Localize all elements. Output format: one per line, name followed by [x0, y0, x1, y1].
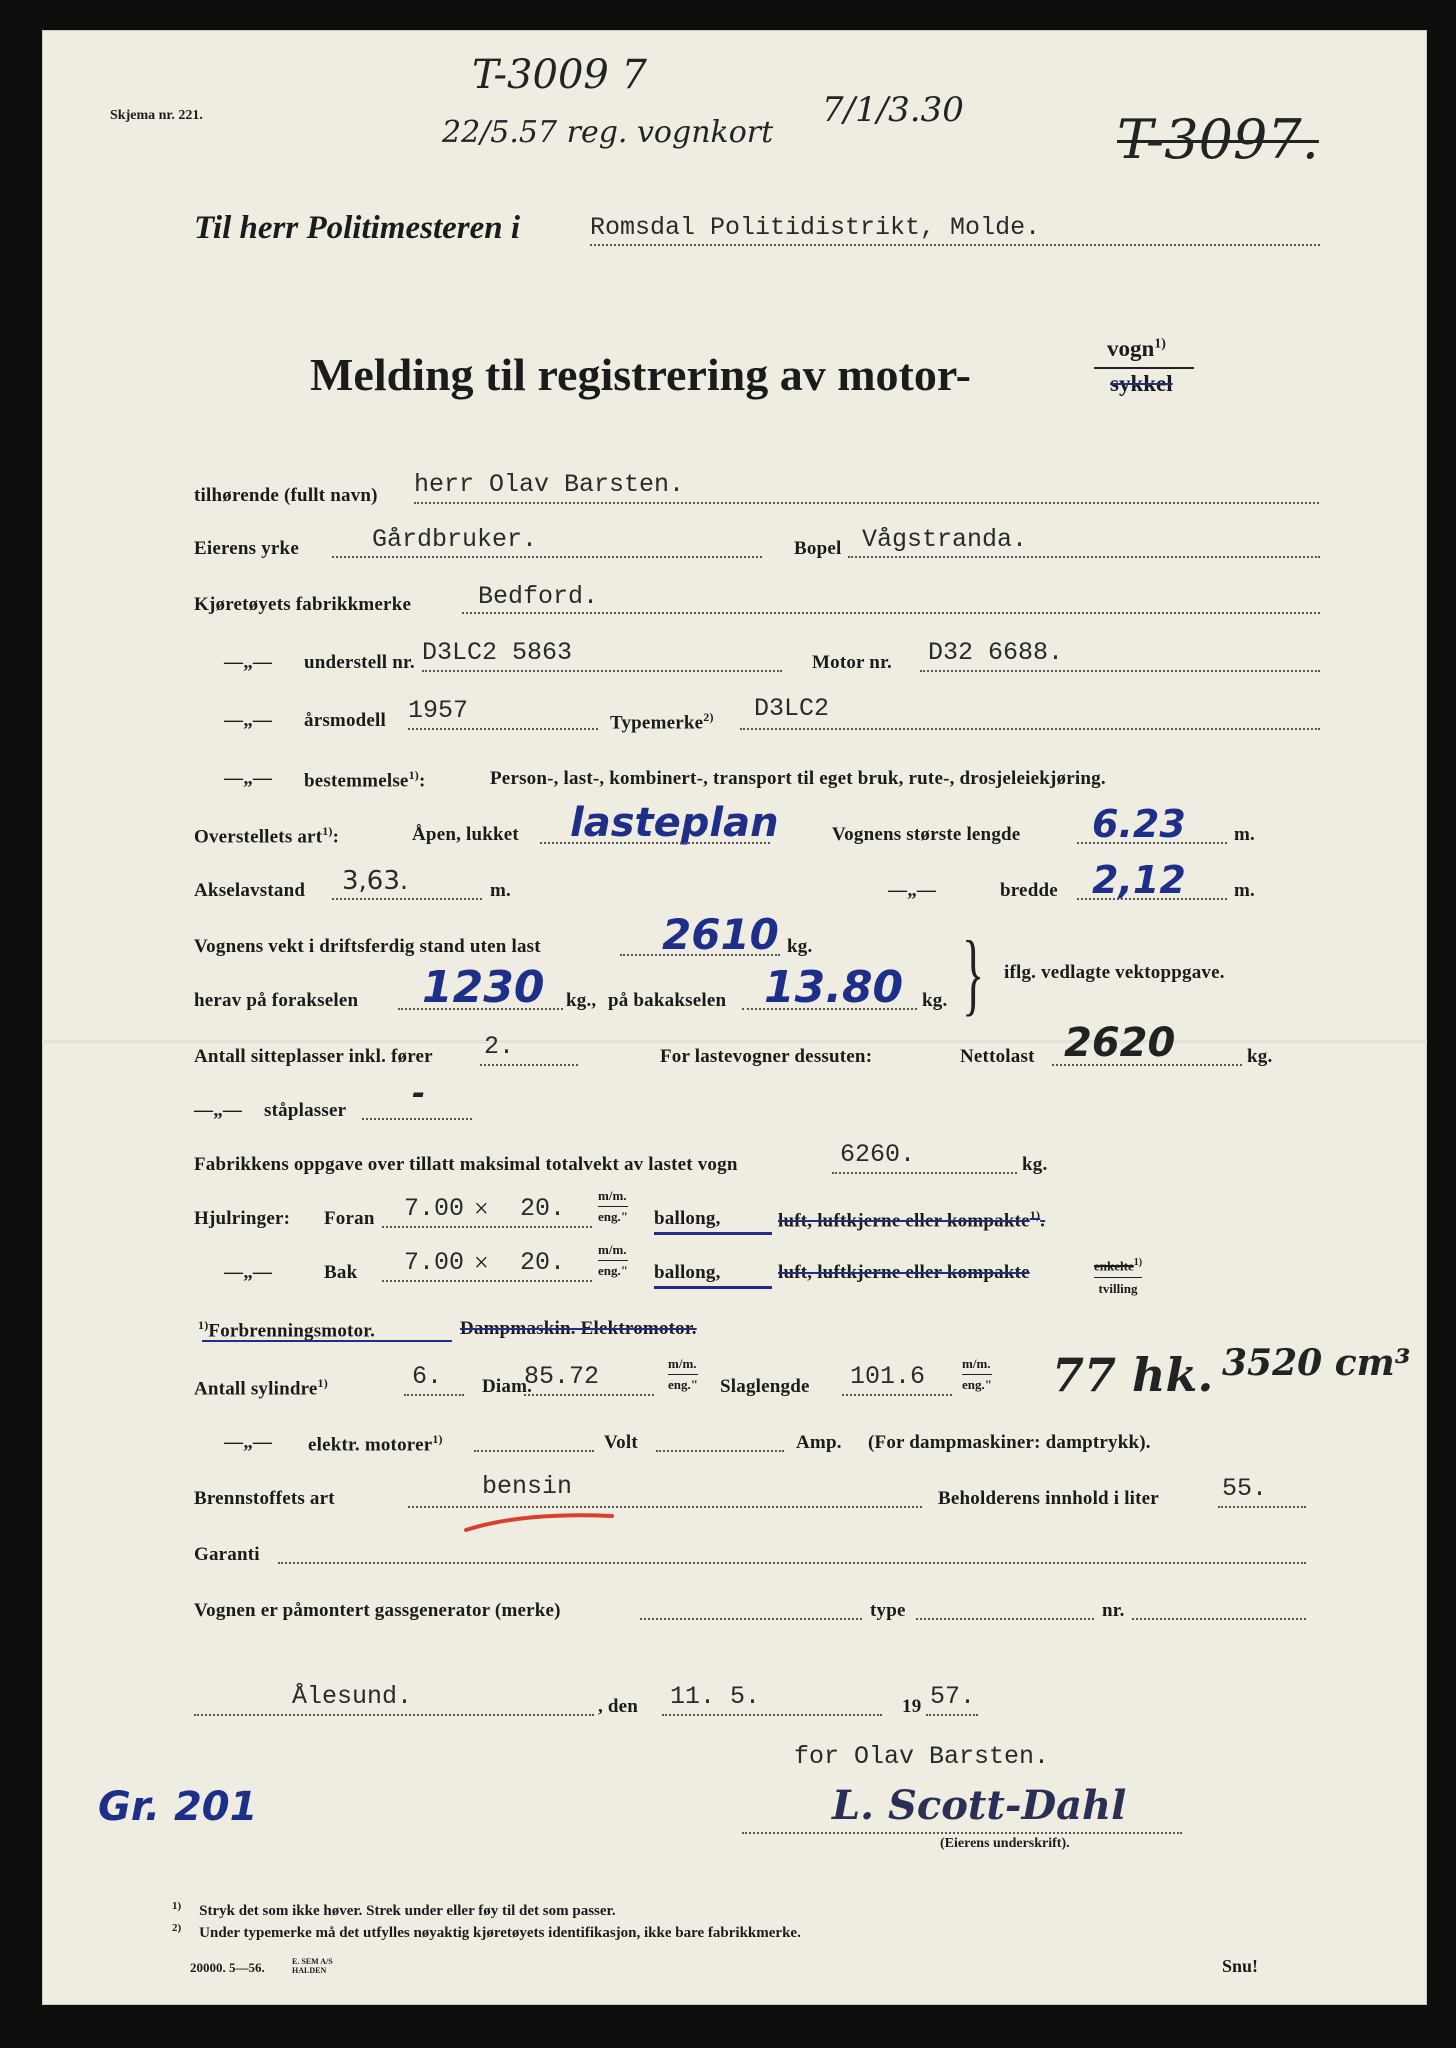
- gas-generator-label: Vognen er påmontert gassgenerator (merke): [194, 1600, 561, 1621]
- owner-signature: L. Scott-Dahl: [832, 1782, 1127, 1829]
- ditto-4: —„—: [888, 880, 937, 901]
- owner-name-line: [414, 502, 1319, 504]
- residence-label: Bopel: [794, 538, 842, 559]
- chassis-label: understell nr.: [304, 652, 415, 673]
- ditto-3: —„—: [224, 768, 273, 789]
- cylinders-label: Antall sylindre$^{1)}$: [194, 1376, 328, 1400]
- net-line: [1052, 1064, 1242, 1066]
- engine-type-struck: Dampmaskin. Elektromotor.: [460, 1318, 697, 1339]
- print-code: 20000. 5—56.: [190, 1960, 265, 1975]
- width-line: [1077, 898, 1227, 900]
- front-tire-b: 20.: [520, 1194, 566, 1223]
- front-tire-line: [382, 1226, 592, 1228]
- net-label: Nettolast: [960, 1046, 1035, 1067]
- ditto-7: —„—: [224, 1432, 273, 1453]
- front-axle-unit: kg.,: [566, 990, 597, 1011]
- tank-label: Beholderens innhold i liter: [938, 1488, 1159, 1509]
- body-label: Overstellets art$^{1)}$:: [194, 824, 340, 848]
- rear-tire-struck: luft, luftkjerne eller kompakte: [778, 1262, 1030, 1283]
- tank-line: [1218, 1506, 1306, 1508]
- title-vogn: vogn$^{1)}$: [1107, 336, 1166, 361]
- cylinders-value: 6.: [412, 1362, 443, 1391]
- max-weight-label: Fabrikkens oppgave over tillatt maksimal totalvekt av lastet vogn: [194, 1154, 738, 1175]
- date-value: 11. 5.: [670, 1682, 761, 1711]
- front-ballong-underline: [654, 1232, 772, 1235]
- occupation-value: Gårdbruker.: [372, 525, 538, 554]
- max-weight-line: [832, 1172, 1017, 1174]
- printer-name: E. SEM A/S HALDEN: [292, 1957, 333, 1975]
- gas-nr-line: [1132, 1618, 1306, 1620]
- rear-tire-label: Bak: [324, 1262, 358, 1283]
- on-behalf-of: for Olav Barsten.: [794, 1742, 1050, 1771]
- weight-value: 2610: [662, 910, 779, 959]
- margin-note: Gr. 201: [98, 1784, 258, 1830]
- motor-line: [920, 670, 1320, 672]
- front-axle-value: 1230: [422, 962, 545, 1013]
- weight-line: [620, 954, 780, 956]
- standing-line: [362, 1118, 472, 1120]
- front-tire-unit: m/m. eng.": [598, 1188, 628, 1224]
- displacement-note: 3520 cm³: [1222, 1342, 1411, 1384]
- net-value: 2620: [1064, 1020, 1176, 1066]
- gas-nr-label: nr.: [1102, 1600, 1125, 1621]
- fuel-red-underline: [462, 1506, 622, 1536]
- date-label: , den: [598, 1696, 639, 1717]
- front-axle-line: [398, 1008, 563, 1010]
- tires-label: Hjulringer:: [194, 1208, 291, 1229]
- weight-unit: kg.: [787, 936, 813, 957]
- front-tire-x: ×: [474, 1194, 489, 1223]
- seats-label: Antall sitteplasser inkl. fører: [194, 1046, 433, 1067]
- owner-name-label: tilhørende (fullt navn): [194, 485, 378, 506]
- fuel-value: bensin: [482, 1472, 573, 1501]
- stroke-label: Slaglengde: [720, 1376, 810, 1397]
- schema-number: Skjema nr. 221.: [110, 108, 203, 123]
- front-tire-label: Foran: [324, 1208, 375, 1229]
- width-label: bredde: [1000, 880, 1058, 901]
- owner-name-value: herr Olav Barsten.: [414, 470, 685, 499]
- front-tire-ballong: ballong,: [654, 1208, 721, 1229]
- form-title: Melding til registrering av motor-: [310, 349, 971, 400]
- type-value: D3LC2: [754, 694, 830, 723]
- electric-motors-line: [474, 1450, 594, 1452]
- rear-ballong-underline: [654, 1286, 772, 1289]
- gas-type-label: type: [870, 1600, 906, 1621]
- ditto-5: —„—: [194, 1100, 243, 1121]
- engine-type-selected: $^{1)}$Forbrenningsmotor.: [198, 1318, 376, 1342]
- rear-tire-ballong: ballong,: [654, 1262, 721, 1283]
- place-value: Ålesund.: [292, 1682, 413, 1711]
- place-line: [194, 1714, 594, 1716]
- body-options: Åpen, lukket: [412, 824, 519, 845]
- width-unit: m.: [1234, 880, 1255, 901]
- standing-label: ståplasser: [264, 1100, 347, 1121]
- guarantee-label: Garanti: [194, 1544, 260, 1565]
- year-line: [408, 728, 598, 730]
- title-sykkel-struck: sykkel: [1110, 371, 1173, 396]
- sign-year-value: 57.: [930, 1682, 976, 1711]
- diameter-line: [524, 1394, 654, 1396]
- rear-tire-enkelte-tvilling: enkelte$^{1)}$ tvilling: [1094, 1252, 1142, 1300]
- width-value: 2,12: [1092, 858, 1186, 902]
- length-label: Vognens største lengde: [832, 824, 1021, 845]
- front-axle-label: herav på forakselen: [194, 990, 359, 1011]
- diameter-unit: m/m. eng.": [668, 1356, 698, 1392]
- rear-axle-label: på bakakselen: [608, 990, 727, 1011]
- volt-line: [656, 1450, 784, 1452]
- max-weight-value: 6260.: [840, 1140, 916, 1169]
- stroke-line: [842, 1394, 952, 1396]
- volt-label: Volt: [604, 1432, 638, 1453]
- motor-label: Motor nr.: [812, 652, 892, 673]
- make-value: Bedford.: [478, 582, 599, 611]
- footnote-1: $^{1)}$ Stryk det som ikke høver. Strek under eller føy til det som passer.: [172, 1900, 616, 1919]
- handwritten-reference-4: T-3097.: [1117, 108, 1319, 171]
- police-district: Romsdal Politidistrikt, Molde.: [590, 213, 1041, 242]
- electric-motors-label: elektr. motorer$^{1)}$: [308, 1432, 443, 1456]
- wheelbase-value: 3,63.: [342, 866, 409, 896]
- residence-line: [848, 556, 1320, 558]
- stroke-value: 101.6: [850, 1362, 926, 1391]
- rear-tire-unit: m/m. eng.": [598, 1242, 628, 1278]
- cargo-label: For lastevogner dessuten:: [660, 1046, 873, 1067]
- sign-year-line: [926, 1714, 978, 1716]
- motor-value: D32 6688.: [928, 638, 1064, 667]
- year-prefix: 19: [902, 1696, 922, 1717]
- gas-generator-line: [640, 1618, 862, 1620]
- fold-line: [42, 1040, 1427, 1043]
- net-unit: kg.: [1247, 1046, 1273, 1067]
- residence-value: Vågstranda.: [862, 525, 1028, 554]
- signature-line: [742, 1832, 1182, 1834]
- make-line: [462, 612, 1320, 614]
- horsepower-note: 77 hk.: [1052, 1348, 1214, 1402]
- wheelbase-label: Akselavstand: [194, 880, 306, 901]
- stroke-unit: m/m. eng.": [962, 1356, 992, 1392]
- weights-brace: }: [962, 922, 985, 1024]
- ditto-1: —„—: [224, 652, 273, 673]
- year-label: årsmodell: [304, 710, 387, 731]
- wheelbase-unit: m.: [490, 880, 511, 901]
- handwritten-reference-1: T-3009 7: [472, 52, 647, 98]
- title-fraction-bar: [1094, 367, 1194, 369]
- date-line: [662, 1714, 882, 1716]
- cylinders-line: [404, 1394, 464, 1396]
- engine-type-underline: [202, 1340, 452, 1342]
- signature-label: (Eierens underskrift).: [940, 1836, 1070, 1851]
- seats-line: [480, 1064, 578, 1066]
- type-label: Typemerke$^{2)}$: [610, 710, 714, 734]
- salutation: Til herr Politimesteren i: [194, 210, 521, 246]
- length-unit: m.: [1234, 824, 1255, 845]
- handwritten-reference-2: 22/5.57 reg. vognkort: [442, 115, 774, 150]
- length-value: 6.23: [1092, 802, 1186, 846]
- fuel-label: Brennstoffets art: [194, 1488, 335, 1509]
- length-line: [1077, 842, 1227, 844]
- type-line: [740, 728, 1320, 730]
- ditto-2: —„—: [224, 710, 273, 731]
- handwritten-reference-3: 7/1/3.30: [822, 90, 964, 130]
- tank-value: 55.: [1222, 1474, 1268, 1503]
- rear-axle-unit: kg.: [922, 990, 948, 1011]
- rear-tire-b: 20.: [520, 1248, 566, 1277]
- gas-type-line: [916, 1618, 1094, 1620]
- seats-value: 2.: [484, 1032, 515, 1061]
- max-weight-unit: kg.: [1022, 1154, 1048, 1175]
- chassis-line: [422, 670, 782, 672]
- form-sheet: [42, 30, 1427, 2005]
- rear-axle-value: 13.80: [764, 962, 904, 1013]
- chassis-value: D3LC2 5863: [422, 638, 573, 667]
- purpose-label: bestemmelse$^{1)}$:: [304, 768, 426, 792]
- amp-label: Amp.: [796, 1432, 842, 1453]
- front-tire-a: 7.00: [404, 1194, 465, 1223]
- guarantee-line: [278, 1562, 1306, 1564]
- district-line: [590, 244, 1320, 246]
- turn-over-note: Snu!: [1222, 1956, 1259, 1976]
- body-value: lasteplan: [570, 800, 779, 846]
- footnote-2: $^{2)}$ Under typemerke må det utfylles nøyaktig kjøretøyets identifikasjon, ikke bare fabrikkmerke.: [172, 1922, 801, 1941]
- weights-note: iflg. vedlagte vektoppgave.: [1004, 962, 1225, 983]
- make-label: Kjøretøyets fabrikkmerke: [194, 594, 412, 615]
- steam-note: (For dampmaskiner: damptrykk).: [868, 1432, 1151, 1453]
- purpose-options: Person-, last-, kombinert-, transport til eget bruk, rute-, drosjeleiekjøring.: [490, 768, 1106, 789]
- wheelbase-line: [332, 898, 482, 900]
- diameter-label: Diam.: [482, 1376, 533, 1397]
- ditto-6: —„—: [224, 1262, 273, 1283]
- rear-tire-line: [382, 1280, 592, 1282]
- rear-axle-line: [742, 1008, 917, 1010]
- body-line: [540, 842, 770, 844]
- weight-label: Vognens vekt i driftsferdig stand uten last: [194, 936, 541, 957]
- occupation-label: Eierens yrke: [194, 538, 299, 559]
- occupation-line: [332, 556, 762, 558]
- rear-tire-x: ×: [474, 1248, 489, 1277]
- front-tire-struck: luft, luftkjerne eller kompakte$^{1)}$.: [778, 1208, 1046, 1232]
- year-value: 1957: [408, 696, 469, 725]
- diameter-value: 85.72: [524, 1362, 600, 1391]
- rear-tire-a: 7.00: [404, 1248, 465, 1277]
- standing-value: -: [412, 1074, 426, 1112]
